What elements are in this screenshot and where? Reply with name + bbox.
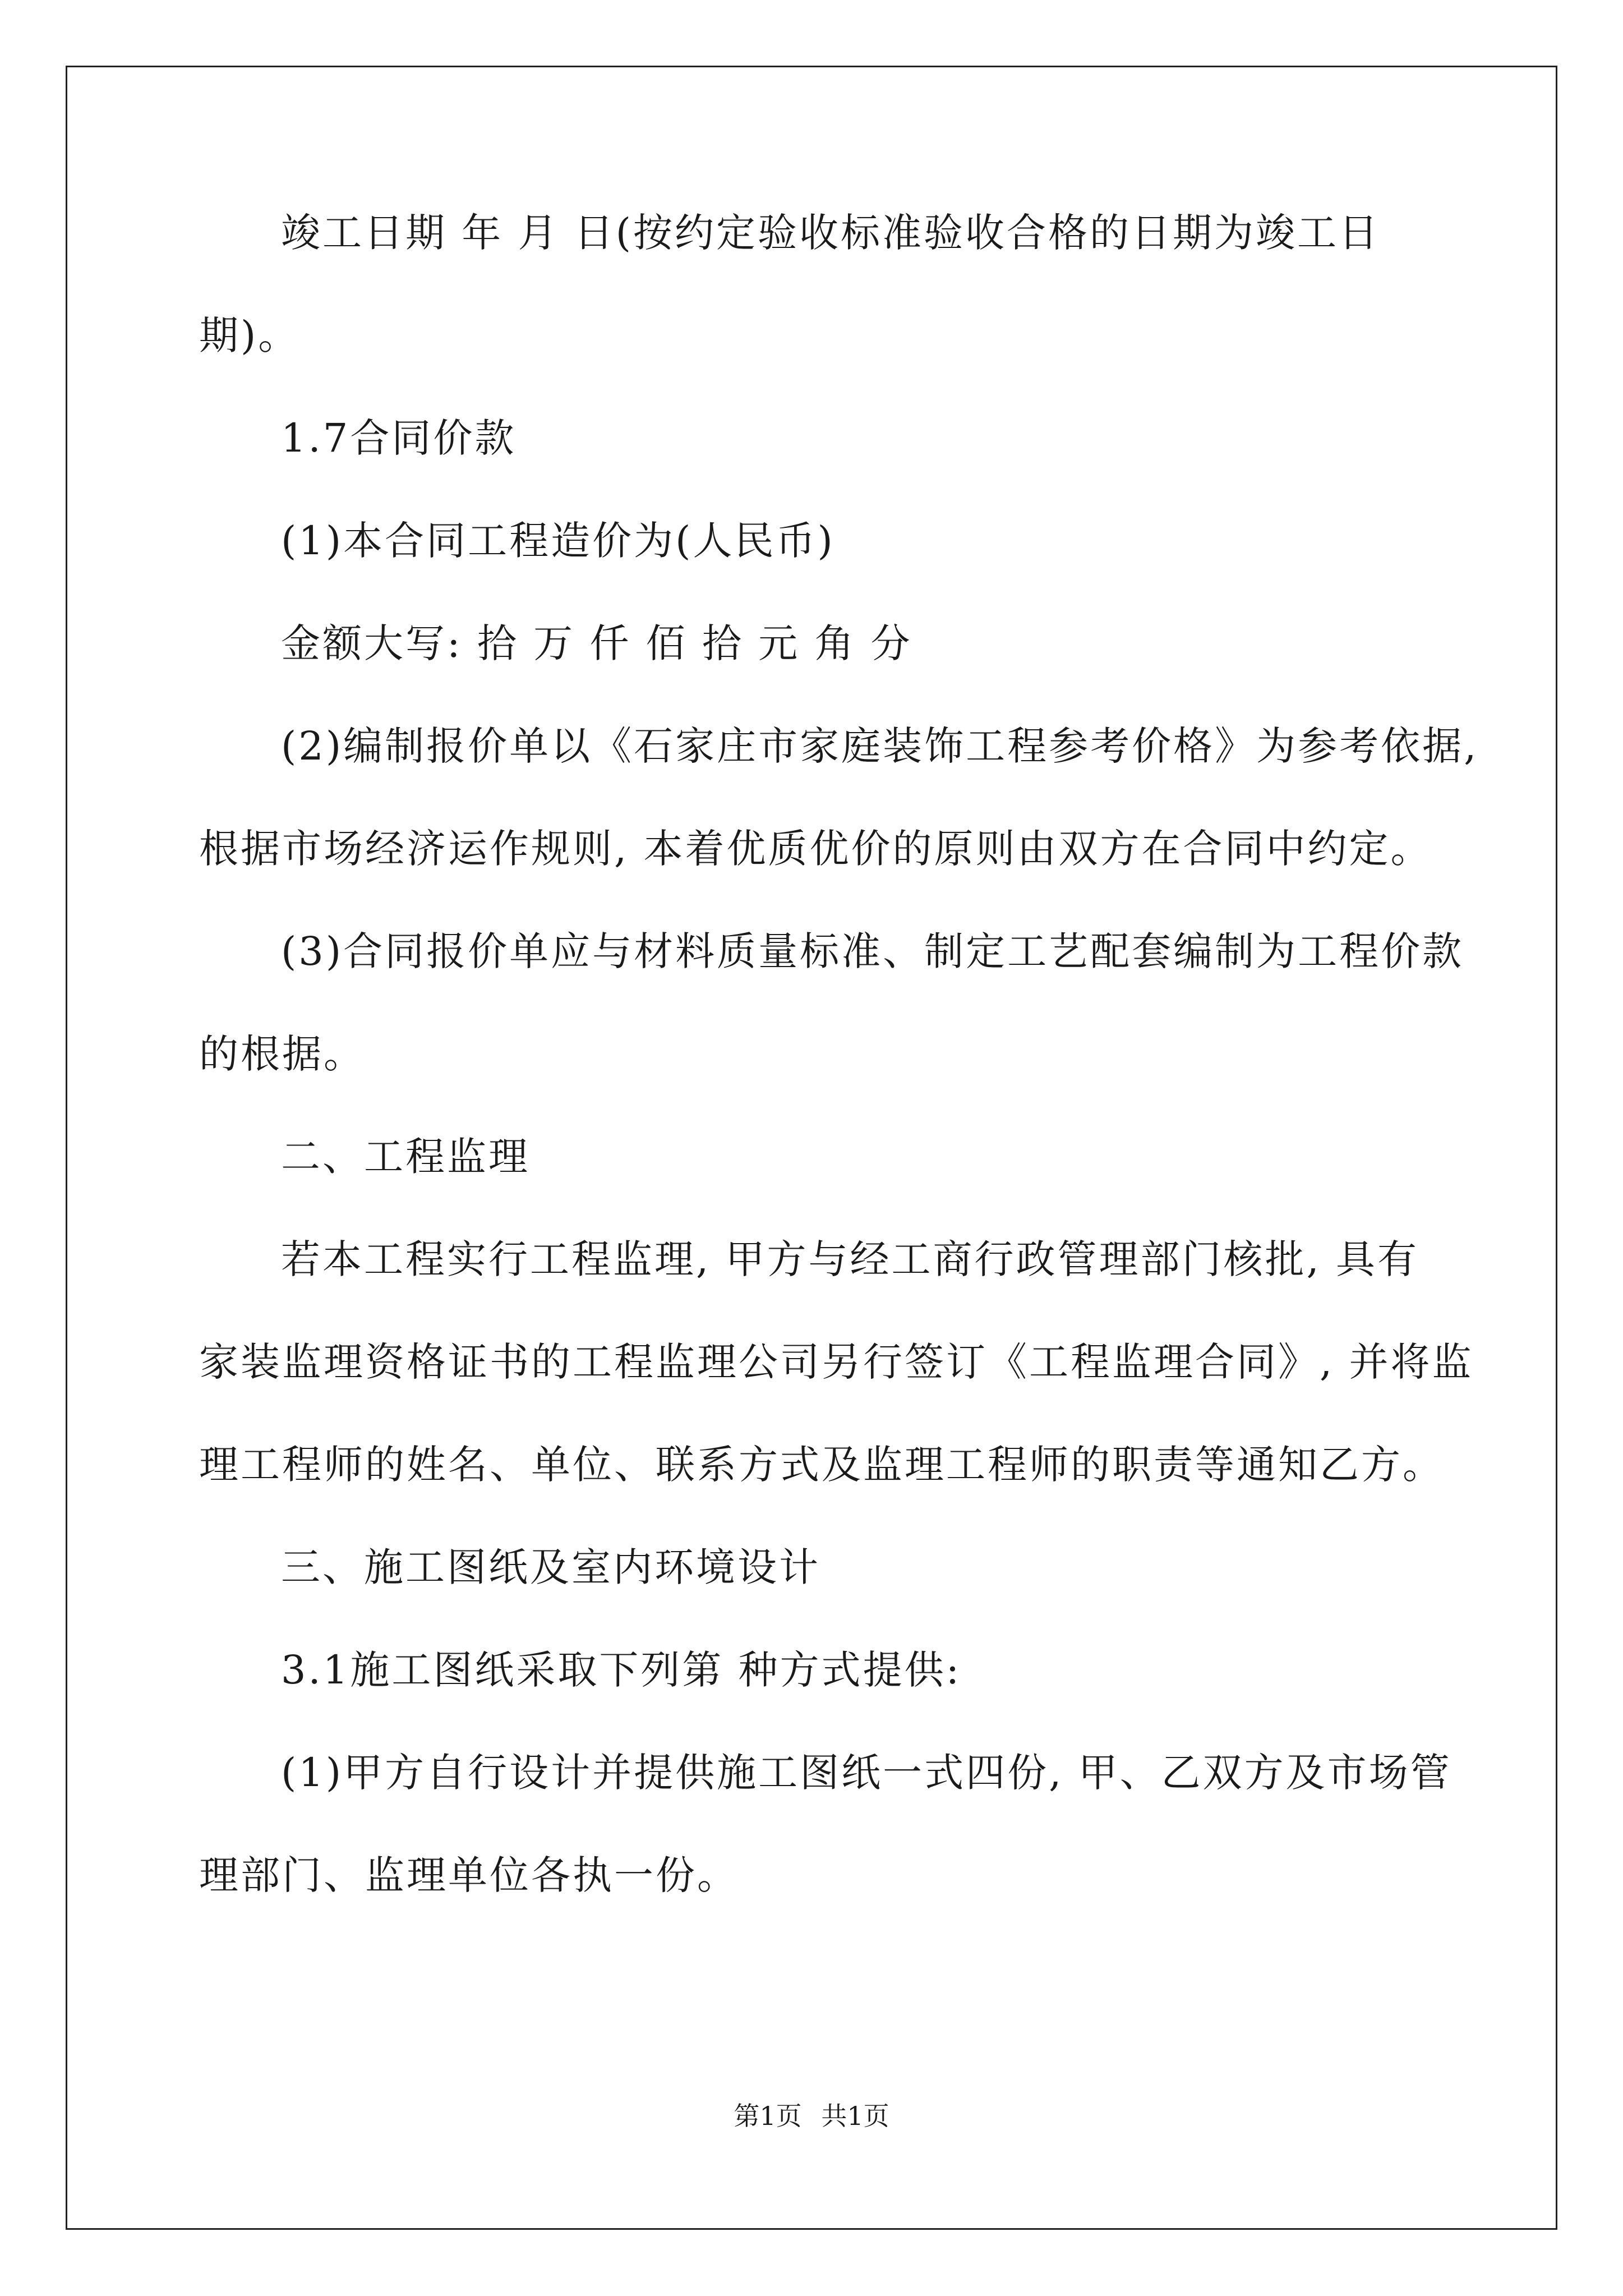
page-number: 第1页 bbox=[734, 2101, 802, 2131]
paragraph-line: 竣工日期 年 月 日(按约定验收标准验收合格的日期为竣工日 bbox=[281, 210, 1381, 256]
page-total: 共1页 bbox=[821, 2101, 889, 2131]
paragraph-line: 期)。 bbox=[199, 312, 300, 358]
paragraph-line: 3.1施工图纸采取下列第 种方式提供: bbox=[281, 1647, 962, 1693]
paragraph-line: 家装监理资格证书的工程监理公司另行签订《工程监理合同》, 并将监 bbox=[199, 1339, 1474, 1385]
paragraph-line: (2)编制报价单以《石家庄市家庭装饰工程参考价格》为参考依据, bbox=[281, 723, 1479, 769]
paragraph-line: 若本工程实行工程监理, 甲方与经工商行政管理部门核批, 具有 bbox=[281, 1236, 1419, 1282]
paragraph-line: 的根据。 bbox=[199, 1031, 365, 1077]
section-heading: 二、工程监理 bbox=[281, 1134, 530, 1180]
section-heading: 1.7合同价款 bbox=[281, 415, 517, 461]
paragraph-line: 理部门、监理单位各执一份。 bbox=[199, 1852, 739, 1898]
paragraph-line: 根据市场经济运作规则, 本着优质优价的原则由双方在合同中约定。 bbox=[199, 826, 1432, 872]
paragraph-line: 理工程师的姓名、单位、联系方式及监理工程师的职责等通知乙方。 bbox=[199, 1442, 1444, 1488]
paragraph-line: (1)本合同工程造价为(人民币) bbox=[281, 518, 835, 564]
page-footer bbox=[0, 2099, 1623, 2133]
paragraph-line: 金额大写: 拾 万 仟 佰 拾 元 角 分 bbox=[281, 620, 912, 666]
paragraph-line: (3)合同报价单应与材料质量标准、制定工艺配套编制为工程价款 bbox=[281, 928, 1464, 974]
section-heading: 三、施工图纸及室内环境设计 bbox=[281, 1544, 820, 1590]
paragraph-line: (1)甲方自行设计并提供施工图纸一式四份, 甲、乙双方及市场管 bbox=[281, 1750, 1452, 1796]
